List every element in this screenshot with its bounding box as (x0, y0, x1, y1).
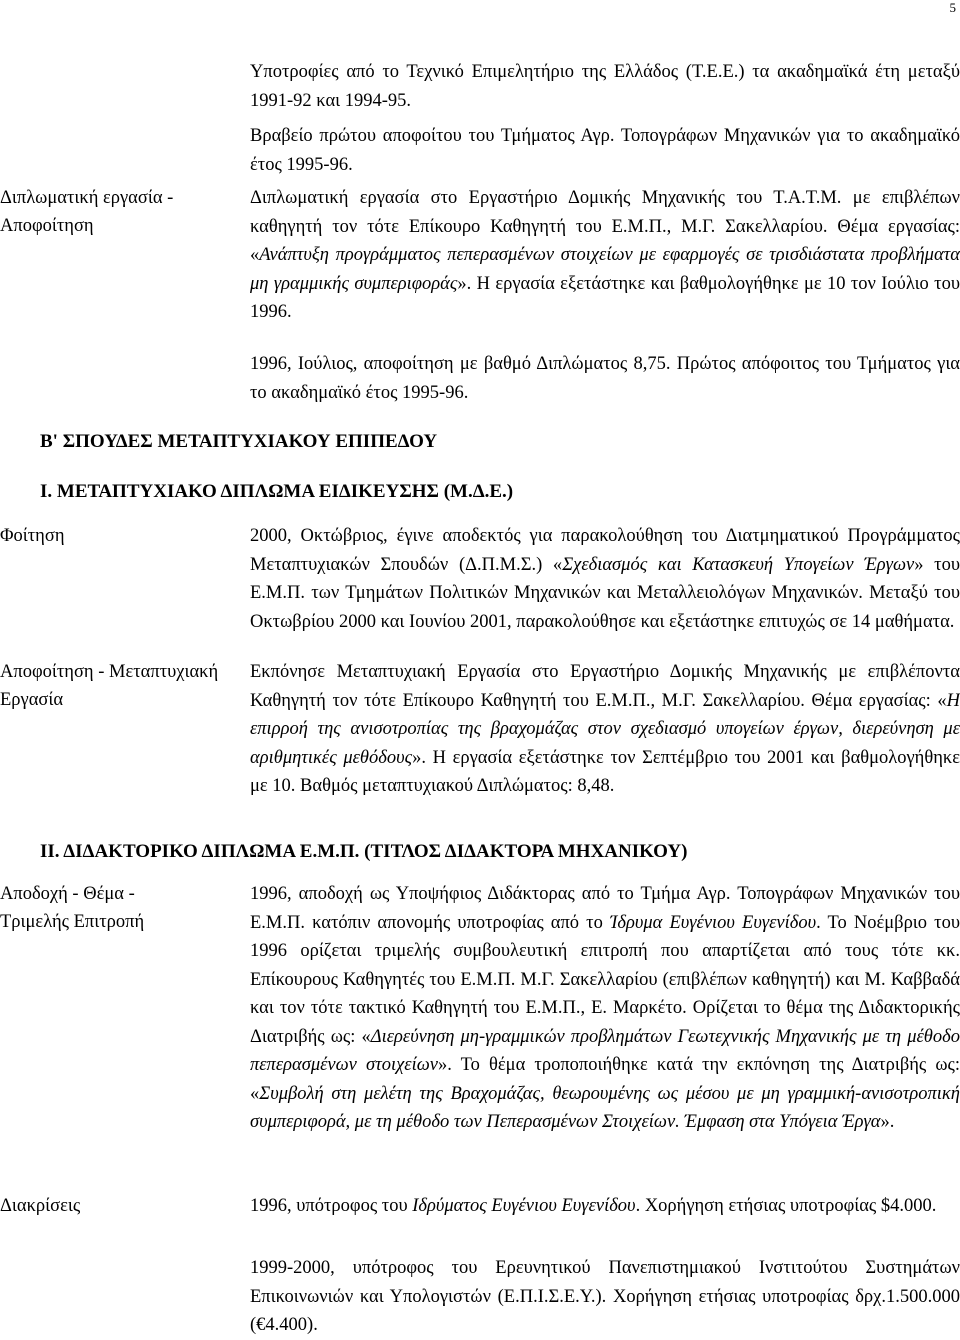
distinction-2-text: 1999-2000, υπότροφος του Ερευνητικού Πανεπιστημιακού Ινστιτούτου Συστημάτων Επικοινωνιών και Υπολογιστών (Ε.Π.Ι.Σ.Ε.Υ.). Χορήγηση ετήσιας υποτροφίας δρχ.1.500.000 (€4.400). (250, 1258, 960, 1335)
graduation-paragraph (250, 350, 960, 407)
award-text: Βραβείο πρώτου αποφοίτου του Τμήματος Αγρ. Τοπογράφων Μηχανικών για το ακαδημαϊκό έτος 1995-96. (250, 126, 960, 175)
postgrad-thesis-text-b: ». Η εργασία εξετάστηκε τον Σεπτέμβριο του 2001 και βαθμολογήθηκε με 10. Βαθμός μεταπτυχιακού Διπλώματος: 8,48. (250, 747, 960, 796)
award-paragraph (250, 122, 960, 179)
phd-label: Αποδοχή - Θέμα - Τριμελής Επιτροπή (0, 884, 145, 932)
phd-revised-title: Συμβολή στη μελέτη της Βραχομάζας, θεωρουμένης ως μέσου με μη γραμμική-ανισοτροπική συμπεριφορά, με τη μέθοδο των Πεπερασμένων Στοιχείων. Έμφαση στα Υπόγεια Έργα (250, 1083, 960, 1132)
postgrad-thesis-paragraph (250, 658, 960, 801)
diploma-thesis-paragraph (250, 184, 960, 327)
attendance-label: Φοίτηση (0, 526, 65, 546)
diploma-thesis-text-a: Διπλωματική εργασία στο Εργαστήριο Δομικής Μηχανικής του Τ.Α.Τ.Μ. με επιβλέπων καθηγητή τον τότε Επίκουρο Καθηγητή του Ε.Μ.Π., Μ.Γ. Σακελλαρίου. Θέμα εργασίας: « (250, 188, 960, 265)
scholarship-text: Υποτροφίες από το Τεχνικό Επιμελητήριο της Ελλάδος (Τ.Ε.Ε.) τα ακαδημαϊκά έτη μεταξύ 1991-92 και 1994-95. (250, 62, 960, 111)
distinction-1-paragraph (250, 1192, 960, 1221)
diploma-thesis-label: Διπλωματική εργασία - Αποφοίτηση (0, 188, 174, 236)
graduation-text: 1996, Ιούλιος, αποφοίτηση με βαθμό Διπλώματος 8,75. Πρώτος απόφοιτος του Τμήματος για το ακαδημαϊκό έτος 1995-96. (250, 354, 960, 403)
scholarship-paragraph (250, 58, 960, 115)
distinction-2-paragraph (250, 1254, 960, 1340)
distinction-1-foundation: Ιδρύματος Ευγένιου Ευγενίδου (412, 1196, 636, 1216)
diploma-thesis-title: Ανάπτυξη προγράμματος πεπερασμένων στοιχείων με εφαρμογές σε τρισδιάστατα προβλήματα μη γραμμικής συμπεριφοράς (250, 245, 960, 294)
attendance-program-title: Σχεδιασμός και Κατασκευή Υπογείων Έργων (562, 554, 915, 575)
section-i-heading: Ι. ΜΕΤΑΠΤΥΧΙΑΚΟ ΔΙΠΛΩΜΑ ΕΙΔΙΚΕΥΣΗΣ (Μ.Δ.Ε.) (40, 481, 514, 502)
phd-foundation-name: Ίδρυμα Ευγένιου Ευγενίδου (609, 912, 817, 933)
distinction-1-text-b: . Χορήγηση ετήσιας υποτροφίας $4.000. (635, 1196, 937, 1216)
postgrad-thesis-label: Αποφοίτηση - Μεταπτυχιακή Εργασία (0, 662, 219, 710)
postgrad-thesis-text-a: Εκπόνησε Μεταπτυχιακή Εργασία στο Εργαστήριο Δομικής Μηχανικής με επιβλέποντα Καθηγητή τον τότε Επίκουρο Καθηγητή του Ε.Μ.Π., Μ.Γ. Σακελλαρίου. Θέμα εργασίας: « (250, 662, 960, 711)
attendance-text-b: » του Ε.Μ.Π. των Τμημάτων Πολιτικών Μηχανικών και Μεταλλειολόγων Μηχανικών. Μεταξύ του Οκτωβρίου 2000 και Ιουνίου 2001, παρακολούθησε και εξετάστηκε επιτυχώς σε 14 μαθήματα. (250, 554, 960, 632)
phd-paragraph (250, 880, 960, 1137)
postgrad-thesis-title: Η επιρροή της ανισοτροπίας της βραχομάζας στον σχεδιασμό υπογείων έργων, διερεύνηση με αριθμητικές μεθόδους (250, 690, 960, 768)
phd-text-c: ». Το θέμα τροποποιήθηκε κατά την εκπόνηση της Διατριβής ως: « (250, 1055, 960, 1104)
section-ii-heading: ΙΙ. ΔΙΔΑΚΤΟΡΙΚΟ ΔΙΠΛΩΜΑ Ε.Μ.Π. (ΤΙΤΛΟΣ ΔΙΔΑΚΤΟΡΑ ΜΗΧΑΝΙΚΟΥ) (40, 841, 688, 862)
phd-text-d: ». (880, 1112, 895, 1132)
distinctions-label: Διακρίσεις (0, 1196, 81, 1216)
attendance-paragraph (250, 522, 960, 636)
phd-original-title: Διερεύνηση μη-γραμμικών προβλημάτων Γεωτεχνικής Μηχανικής με τη μέθοδο πεπερασμένων στοιχείων (250, 1026, 960, 1075)
phd-text-b: . Το Νοέμβριο του 1996 ορίζεται τριμελής συμβουλευτική επιτροπή που απαρτίζεται από τους τότε κκ. Επίκουρους Καθηγητές του Ε.Μ.Π. Μ.Γ. Σακελλαρίου (επιβλέπων καθηγητή) και Μ. Καββαδά και τον τότε τακτικό Καθηγητή του Ε.Μ.Π., Ε. Μαρκέτο. Ορίζεται το θέμα της Διδακτορικής Διατριβής ως: « (250, 912, 960, 1047)
attendance-text-a: 2000, Οκτώβριος, έγινε αποδεκτός για παρακολούθηση του Διατμηματικού Προγράμματος Μεταπτυχιακών Σπουδών (Δ.Π.Μ.Σ.) « (250, 526, 960, 575)
distinction-1-text-a: 1996, υπότροφος του (250, 1196, 413, 1216)
section-b-heading: Β' ΣΠΟΥΔΕΣ ΜΕΤΑΠΤΥΧΙΑΚΟΥ ΕΠΙΠΕΔΟΥ (40, 431, 438, 452)
diploma-thesis-text-b: ». Η εργασία εξετάστηκε και βαθμολογήθηκε με 10 τον Ιούλιο του 1996. (250, 273, 960, 322)
page-number: 5 (949, 0, 956, 15)
phd-text-a: 1996, αποδοχή ως Υποψήφιος Διδάκτορας από το Τμήμα Αγρ. Τοπογράφων Μηχανικών του Ε.Μ.Π. κατόπιν απονομής υποτροφίας από το (250, 884, 960, 933)
